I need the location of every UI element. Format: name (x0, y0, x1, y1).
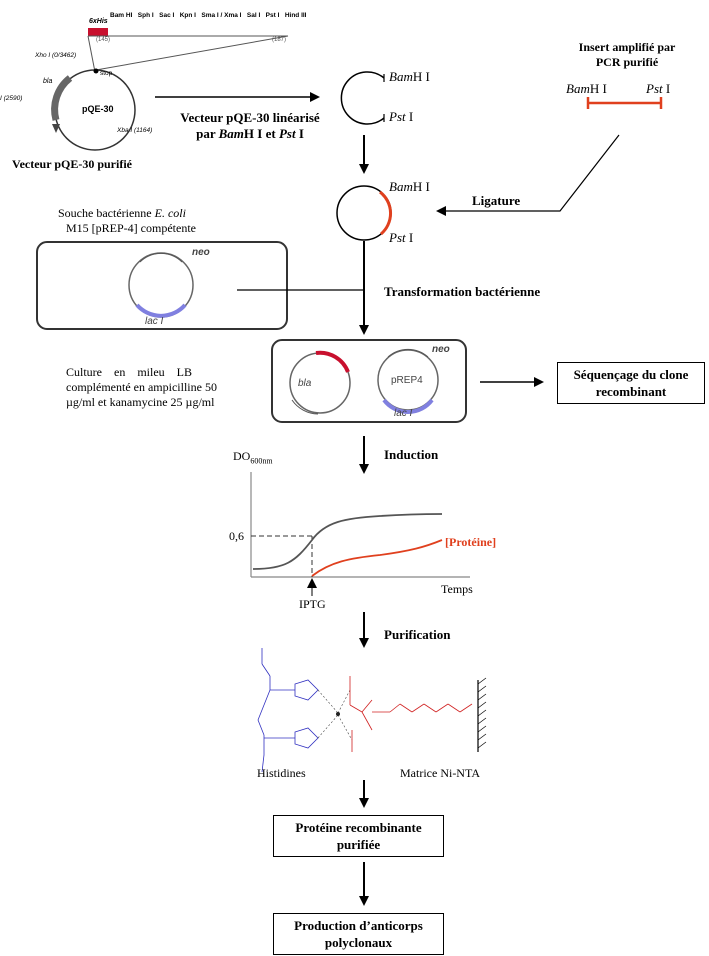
left-site-label: I (2590) (0, 95, 23, 102)
linearized-line1: Vecteur pQE-30 linéarisé (180, 110, 320, 125)
pst-r-1: I (405, 109, 414, 124)
neo-arrow-1 (140, 253, 182, 262)
xba-site-label: Xba I (1164) (117, 127, 153, 134)
bla-label-map: bla (43, 78, 53, 85)
y-sub: 600nm (250, 456, 273, 466)
protein-box (273, 815, 444, 857)
culture-line3: µg/ml et kanamycine 25 µg/ml (66, 395, 215, 409)
nta-chain (350, 676, 472, 752)
protein-line1: Protéine recombinante (295, 820, 422, 835)
strain-pre: Souche bactérienne (58, 206, 155, 220)
bam-r-3: H I (412, 179, 430, 194)
bam-i-1: Bam (389, 69, 413, 84)
pst-i-3: Pst (389, 230, 406, 245)
lin-pre: par (196, 126, 219, 141)
zoom-line-right (96, 36, 288, 70)
pst-r-2: I (662, 81, 671, 96)
lin-mid: H I et (243, 126, 279, 141)
matrix-label: Matrice Ni-NTA (400, 766, 481, 780)
protein-curve (312, 540, 442, 576)
insert-caption (557, 40, 697, 70)
linear-vector-arc (341, 72, 384, 124)
pst-label-linear (389, 109, 413, 125)
seq-line1: Séquençage du clone (573, 367, 689, 382)
bam-i-3: Bam (389, 179, 413, 194)
sixhis-label: 6xHis (89, 18, 108, 25)
culture-line1: Culture en mileu LB (66, 365, 192, 379)
bla-gene-arc (55, 78, 70, 120)
protein-line2: purifiée (336, 837, 381, 852)
y-main: DO (233, 449, 251, 463)
protein-series-label: [Protéine] (445, 535, 497, 549)
sixhis-box (88, 28, 108, 36)
stop-dot (94, 69, 99, 74)
lac-gene-arc-1 (137, 305, 185, 316)
stop-label: stop (100, 70, 113, 77)
sequencing-box (557, 362, 705, 404)
ni-atom (336, 712, 340, 716)
prep4-label: pREP4 (391, 375, 423, 386)
bam-label-insert (566, 81, 607, 97)
pos-145-label: (145) (96, 37, 111, 43)
bam-i-2: Bam (566, 81, 590, 96)
neo-label-2: neo (432, 344, 450, 355)
matrix-hatching (478, 678, 486, 748)
induction-graph (251, 472, 470, 596)
iptg-label: IPTG (299, 597, 326, 611)
histidines-label: Histidines (257, 766, 306, 780)
ligature-label: Ligature (472, 193, 521, 208)
pst-r-3: I (405, 230, 414, 245)
pst-i-2: Pst (646, 81, 663, 96)
culture-caption (66, 365, 246, 410)
seq-line2: recombinant (595, 384, 667, 399)
strain-line1 (58, 206, 196, 221)
lin-bam: Bam (218, 126, 244, 141)
pst-label-insert (646, 81, 670, 97)
graph-y-label (233, 449, 273, 465)
insert (588, 97, 661, 109)
neo-label-1: neo (192, 247, 210, 258)
bla-label-2: bla (298, 378, 312, 389)
zoom-line-left (88, 36, 95, 72)
insert-line2: PCR purifié (595, 55, 659, 69)
induction-label: Induction (384, 447, 439, 462)
arrow-ligature (438, 135, 619, 211)
pst-label-recomb (389, 230, 413, 246)
mcs-sites-label: Bam HI Sph I Sac I Kpn I Sma I / Xma I Sal I Pst I Hind III (110, 12, 307, 19)
lac-label-2: lac I (394, 408, 413, 419)
ni-coordination (318, 690, 352, 740)
purification-label: Purification (384, 627, 451, 642)
bam-r-2: H I (589, 81, 607, 96)
pqe30-caption: Vecteur pQE-30 purifié (12, 157, 132, 171)
pst-i-1: Pst (389, 109, 406, 124)
bam-r-1: H I (412, 69, 430, 84)
insert-line1: Insert amplifié par (578, 40, 676, 54)
xho-site-label: Xho I (0/3462) (35, 52, 77, 59)
graph-y-tick: 0,6 (229, 529, 244, 543)
pos-187-label: (187) (272, 37, 287, 43)
transformation-label: Transformation bactérienne (384, 284, 541, 299)
antibody-line1: Production d’anticorps (294, 918, 423, 933)
linear-vector (341, 72, 384, 124)
histidine-backbone (258, 648, 318, 772)
strain-caption (58, 206, 196, 236)
lin-pst: Pst (278, 126, 296, 141)
lin-post: I (295, 126, 304, 141)
antibody-box (273, 913, 444, 955)
recomb-insert-arc (316, 353, 348, 372)
culture-line2: complémenté en ampicilline 50 (66, 380, 217, 394)
ni-nta-structure (258, 648, 486, 772)
recombinant-insert-arc (380, 192, 391, 234)
lac-label-1: lac I (145, 316, 164, 327)
linearized-caption (160, 110, 340, 142)
linearized-line2 (160, 126, 340, 142)
recombinant-vector (337, 186, 391, 240)
bam-label-recomb (389, 179, 430, 195)
strain-ecoli: E. coli (154, 206, 186, 220)
pqe30-name: pQE-30 (82, 104, 114, 114)
graph-x-label: Temps (441, 582, 473, 596)
bam-label-linear (389, 69, 430, 85)
strain-line2: M15 [pREP-4] compétente (66, 221, 196, 235)
antibody-line2: polyclonaux (324, 935, 393, 950)
